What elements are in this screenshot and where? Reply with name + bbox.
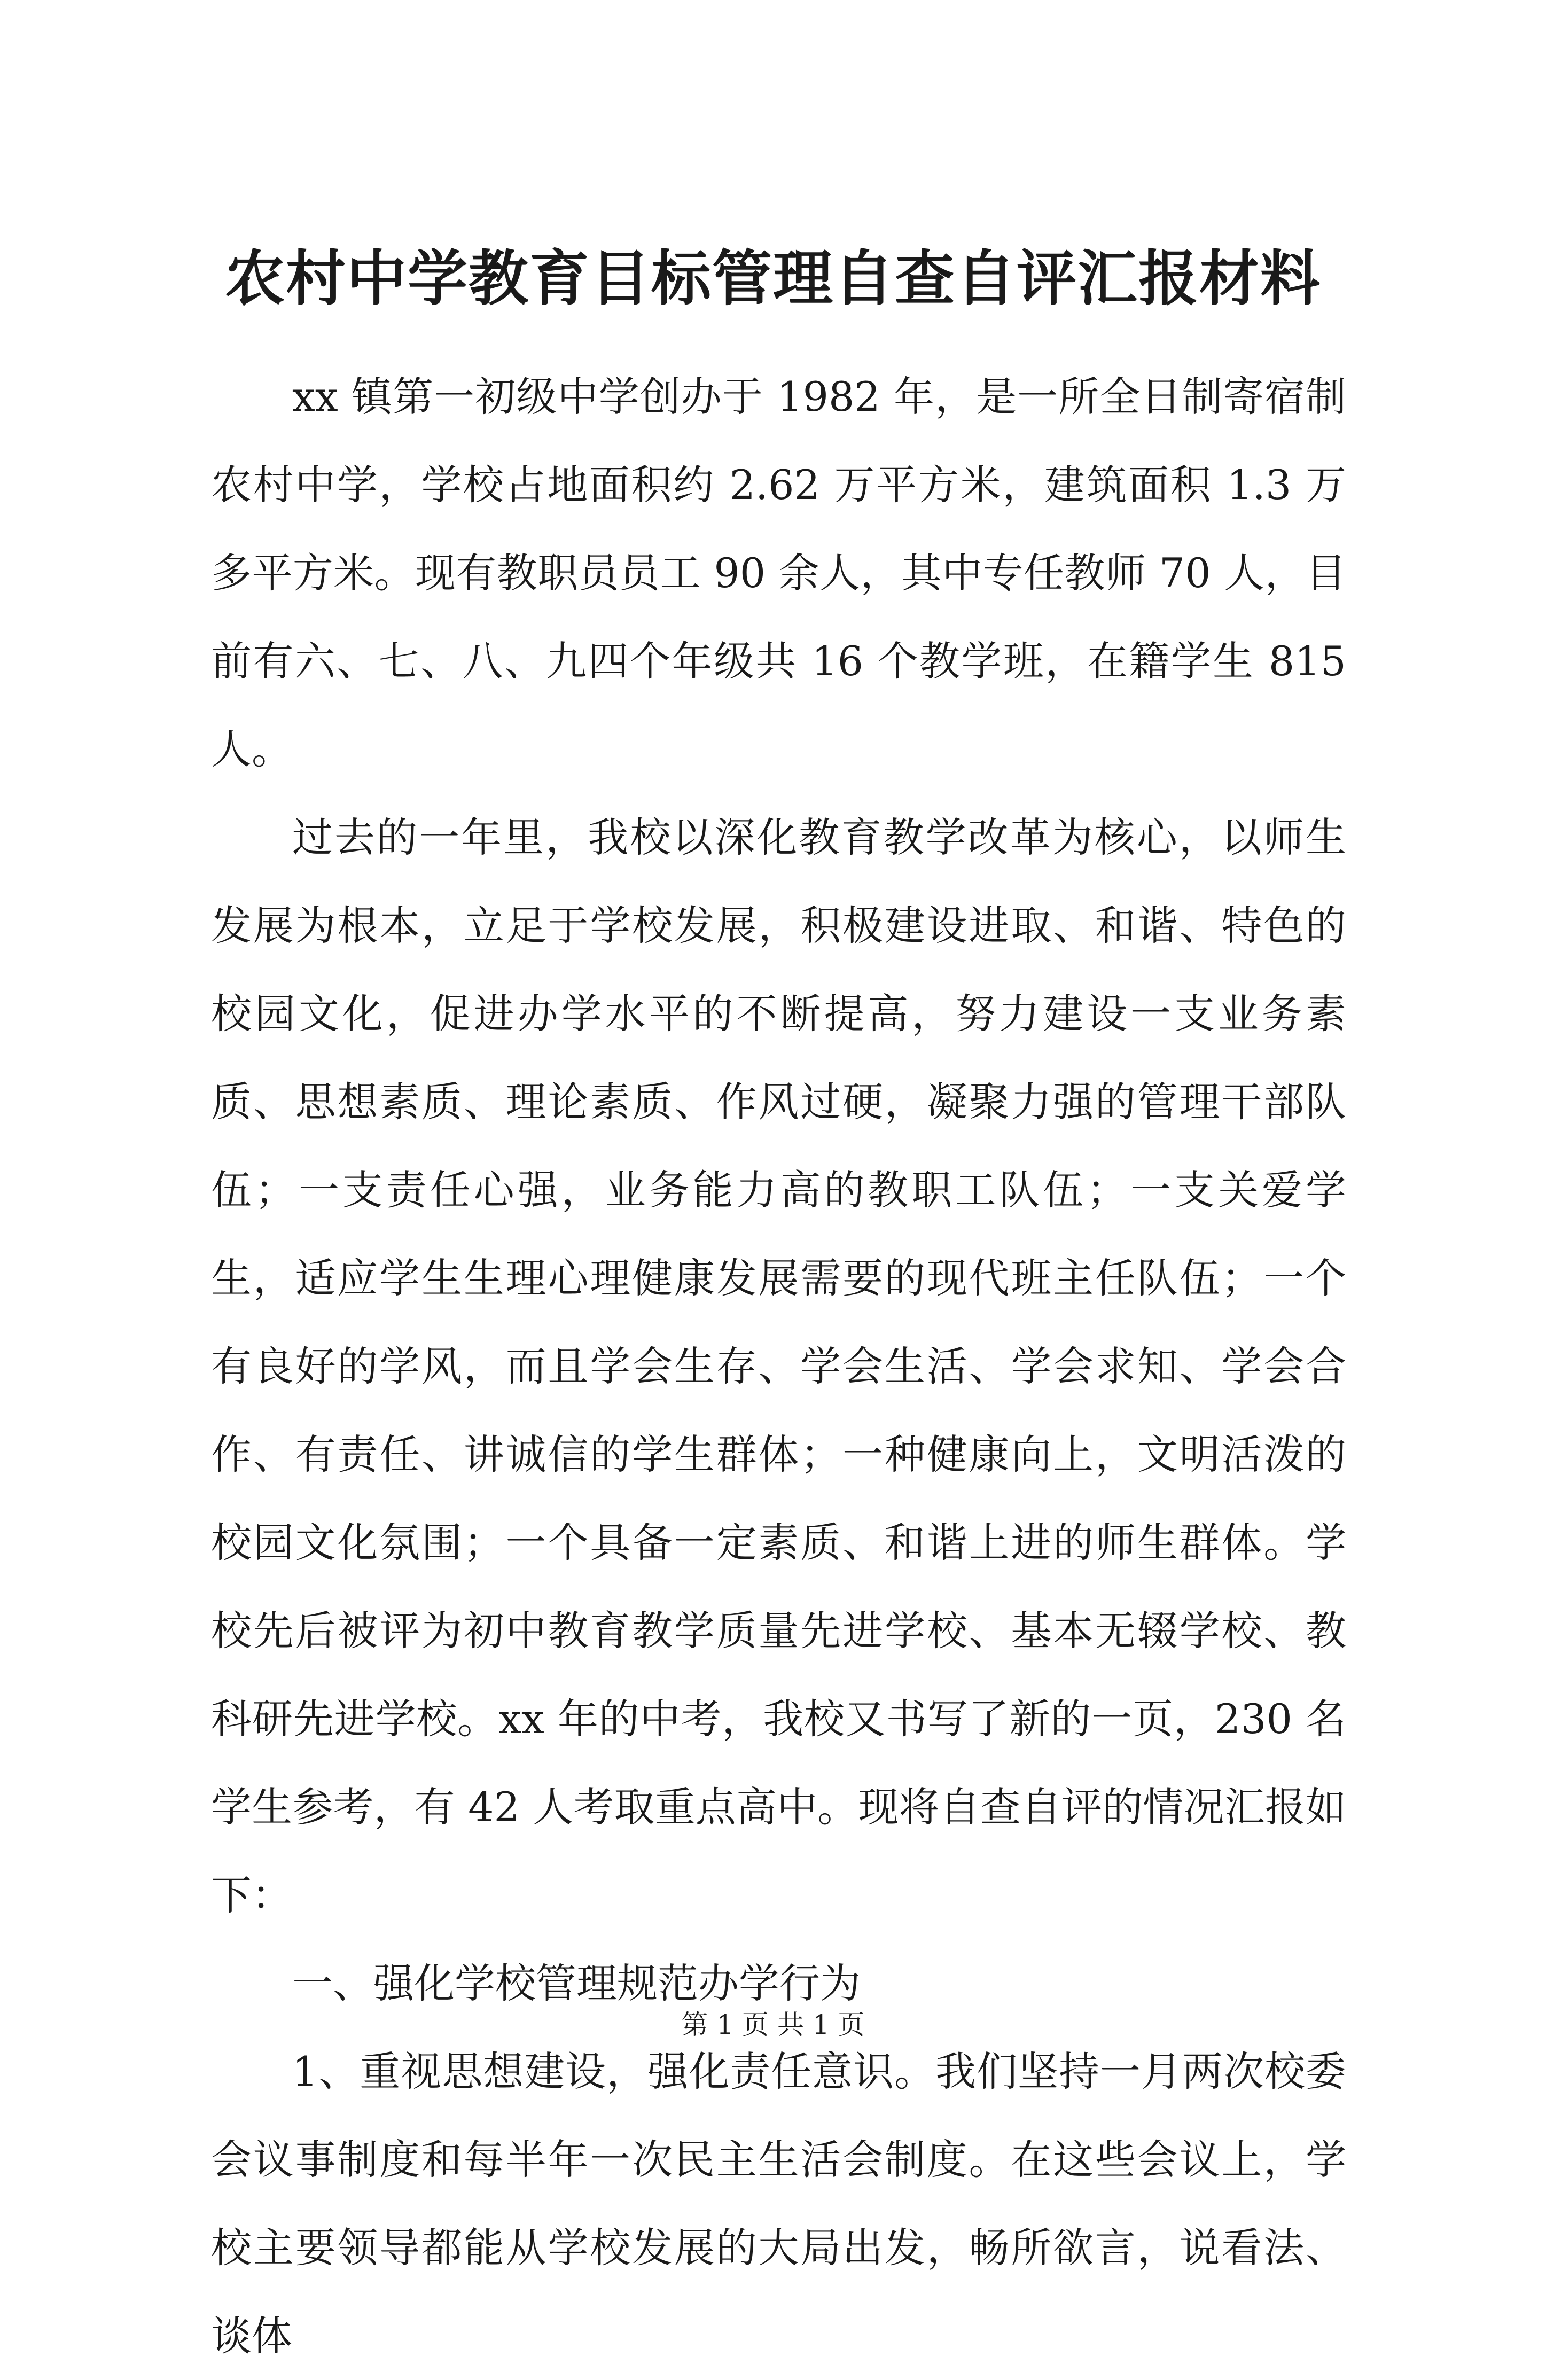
page-footer: 第 1 页 共 1 页 — [681, 2009, 865, 2040]
document-body — [211, 353, 1346, 2380]
section-heading: 一、强化学校管理规范办学行为 — [292, 1960, 861, 2007]
paragraph-section-1: 1、重视思想建设，强化责任意识。我们坚持一月两次校委会议事制度和每半年一次民主生活会制度。在这些会议上，学校主要领导都能从学校发展的大局出发，畅所欲言，说看法、谈体 — [211, 2048, 1346, 2360]
document-title: 农村中学教育目标管理自查自评汇报材料 — [225, 244, 1321, 314]
paragraph-past-year: 过去的一年里，我校以深化教育教学改革为核心，以师生发展为根本，立足于学校发展，积极建设进取、和谐、特色的校园文化，促进办学水平的不断提高，努力建设一支业务素质、思想素质、理论素质、作风过硬，凝聚力强的管理干部队伍；一支责任心强，业务能力高的教职工队伍；一支关爱学生，适应学生生理心理健康发展需要的现代班主任队伍；一个有良好的学风，而且学会生存、学会生活、学会求知、学会合作、有责任、讲诚信的学生群体；一种健康向上，文明活泼的校园文化氛围；一个具备一定素质、和谐上进的师生群体。学校先后被评为初中教育教学质量先进学校、基本无辍学校、教科研先进学校。xx 年的中考，我校又书写了新的一页，230 名学生参考，有 42 人考取重点高中。现将自查自评的情况汇报如下： — [211, 814, 1346, 1919]
paragraph-school-intro: xx 镇第一初级中学创办于 1982 年，是一所全日制寄宿制农村中学，学校占地面积约 2.62 万平方米，建筑面积 1.3 万多平方米。现有教职员员工 90 余人，其中专任教师 70 人，目前有六、七、八、九四个年级共 16 个教学班，在籍学生 815 人。 — [211, 373, 1346, 773]
